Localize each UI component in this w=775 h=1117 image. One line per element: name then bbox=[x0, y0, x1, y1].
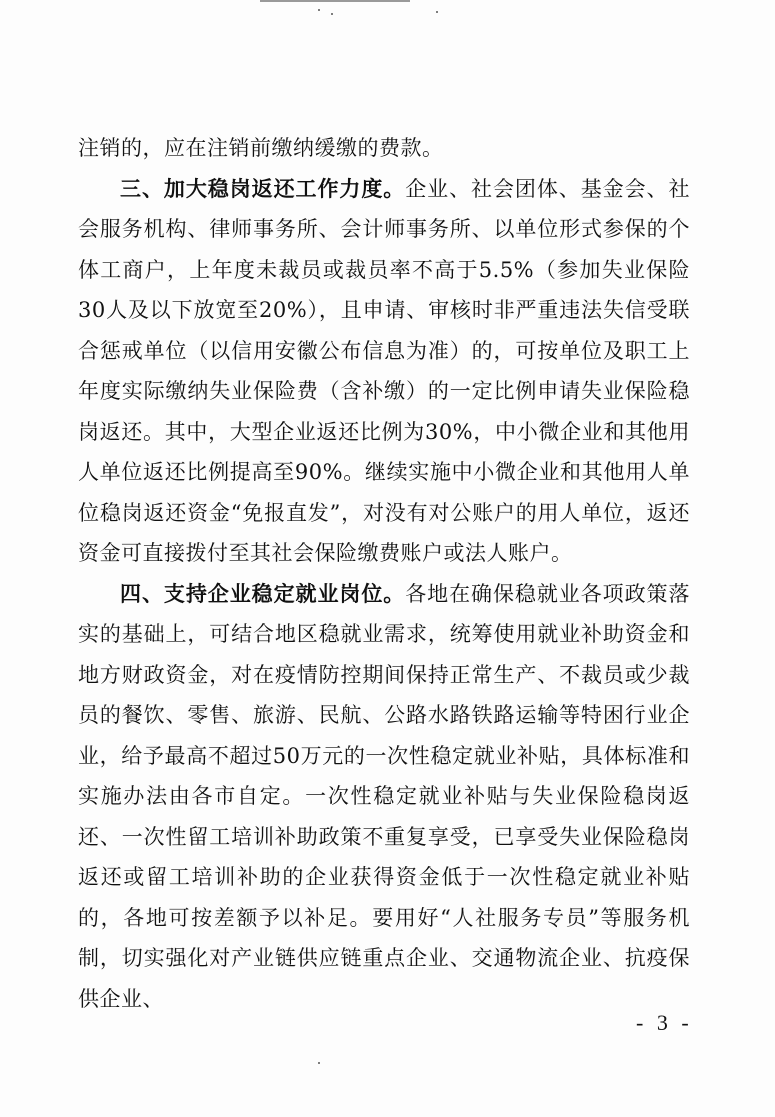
paragraph-text: 企业、社会团体、基金会、社会服务机构、律师事务所、会计师事务所、以单位形式参保的个体工商户，上年度未裁员或裁员率不高于5.5%（参加失业保险30人及以下放宽至20%），且申请、审核时非严重违法失信受联合惩戒单位（以信用安徽公布信息为准）的，可按单位及职工上年度实际缴纳失业保险费（含补缴）的一定比例申请失业保险稳岗返还。其中，大型企业返还比例为30%，中小微企业和其他用人单位返还比例提高至90%。继续实施中小微企业和其他用人单位稳岗返还资金“免报直发”，对没有对公账户的用人单位，返还资金可直接拨付至其社会保险缴费账户或法人账户。 bbox=[78, 176, 690, 565]
paragraph-text: 注销的，应在注销前缴纳缓缴的费款。 bbox=[78, 136, 444, 160]
scan-top-edge bbox=[260, 0, 410, 2]
paragraph-section-4 bbox=[78, 574, 690, 1020]
paragraph-text: 各地在确保稳就业各项政策落实的基础上，可结合地区稳就业需求，统筹使用就业补助资金和地方财政资金，对在疫情防控期间保持正常生产、不裁员或少裁员的餐饮、零售、旅游、民航、公路水路铁路运输等特困行业企业，给予最高不超过50万元的一次性稳定就业补贴，具体标准和实施办法由各市自定。一次性稳定就业补贴与失业保险稳岗返还、一次性留工培训补助政策不重复享受，已享受失业保险稳岗返还或留工培训补助的企业获得资金低于一次性稳定就业补贴的，各地可按差额予以补足。要用好“人社服务专员”等服务机制，切实强化对产业链供应链重点企业、交通物流企业、抗疫保供企业、 bbox=[78, 581, 690, 1011]
scan-speck bbox=[436, 11, 438, 13]
document-body bbox=[78, 128, 690, 1019]
scan-speck bbox=[331, 13, 333, 15]
paragraph-section-3 bbox=[78, 169, 690, 574]
page-number: - 3 - bbox=[636, 1010, 693, 1035]
paragraph-continuation bbox=[78, 128, 690, 169]
section-heading: 四、支持企业稳定就业岗位。 bbox=[120, 581, 406, 606]
scan-speck bbox=[318, 9, 320, 11]
scan-speck bbox=[318, 1062, 320, 1064]
section-heading: 三、加大稳岗返还工作力度。 bbox=[120, 176, 406, 201]
